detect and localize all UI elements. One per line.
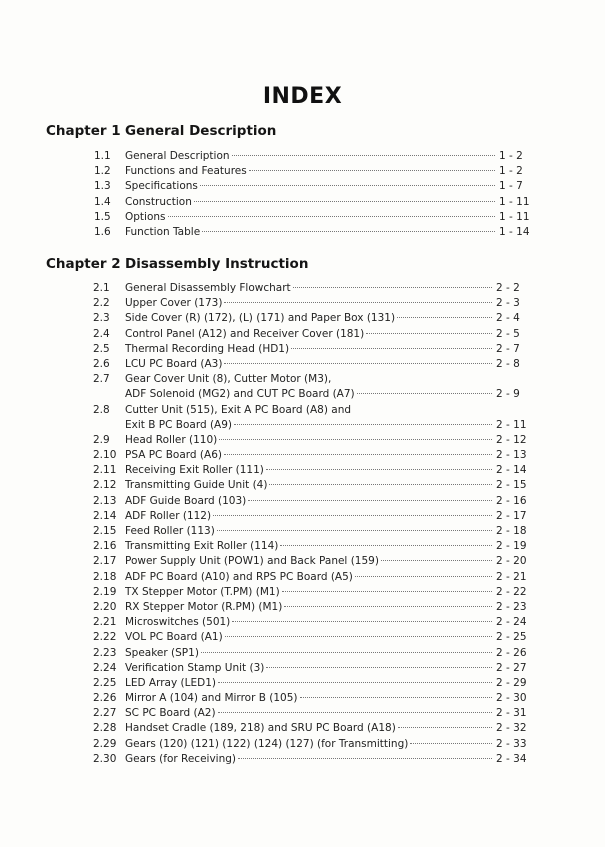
entry-number: 2.24 [93, 661, 117, 674]
entry-label: Cutter Unit (515), Exit A PC Board (A8) and [125, 403, 352, 416]
dot-leader [366, 333, 492, 334]
entry-number: 2.22 [93, 631, 117, 644]
entry-label: Mirror A (104) and Mirror B (105) [125, 692, 298, 705]
entry-label: Specifications [125, 180, 198, 193]
dot-leader [194, 201, 495, 202]
entry-page: 1 - 7 [499, 180, 523, 193]
entry-label: Exit B PC Board (A9) [125, 418, 233, 431]
dot-leader [355, 576, 492, 577]
toc-entry [0, 661, 605, 676]
entry-page: 2 - 17 [496, 509, 527, 522]
entry-label: Feed Roller (113) [125, 525, 215, 537]
toc-entry [0, 585, 605, 600]
dot-leader [357, 393, 492, 394]
entry-label: Control Panel (A12) and Receiver Cover (181) [125, 327, 365, 340]
entry-page: 2 - 20 [496, 555, 527, 568]
entry-page: 1 - 11 [499, 210, 530, 223]
entry-page: 2 - 22 [496, 585, 527, 598]
entry-label-leader [125, 554, 494, 569]
entry-label-leader [125, 342, 494, 357]
entry-label: Function Table [125, 225, 201, 238]
entry-label-leader [125, 433, 494, 448]
entry-page: 1 - 14 [499, 225, 530, 238]
dot-leader [248, 500, 492, 501]
entry-label: Upper Cover (173) [125, 297, 223, 310]
entry-page: 2 - 9 [496, 388, 520, 401]
entry-label: TX Stepper Motor (T.PM) (M1) [125, 585, 280, 598]
chapter-number: Chapter 2 [46, 256, 121, 272]
toc-entry [0, 646, 605, 661]
entry-number: 2.9 [93, 433, 110, 446]
entry-label-leader [125, 721, 494, 736]
entry-page: 2 - 18 [496, 525, 527, 537]
dot-leader [213, 515, 492, 516]
entry-label: SC PC Board (A2) [125, 707, 216, 720]
toc-entry [0, 372, 605, 387]
entry-number: 1.3 [94, 180, 111, 193]
entry-number: 2.21 [93, 616, 117, 629]
entry-label-leader [125, 509, 494, 524]
dot-leader [200, 185, 495, 186]
toc-entry [0, 296, 605, 311]
entry-page: 2 - 34 [496, 752, 527, 765]
entry-label-leader [125, 164, 497, 179]
entry-label-leader [125, 387, 494, 402]
chapter-number: Chapter 1 [46, 123, 121, 139]
toc-entry [0, 418, 605, 433]
entry-number: 2.11 [93, 464, 117, 477]
entry-number: 2.17 [93, 555, 117, 568]
entry-number: 2.16 [93, 540, 117, 553]
entry-label-leader [125, 149, 497, 164]
entry-number: 2.5 [93, 342, 110, 355]
chapter-1-heading [46, 123, 586, 143]
entry-label: Side Cover (R) (172), (L) (171) and Paper Box (131) [125, 312, 396, 325]
dot-leader [284, 606, 492, 607]
entry-label: Gears (for Receiving) [125, 752, 237, 765]
dot-leader [266, 469, 492, 470]
toc-entry [0, 327, 605, 342]
entry-number: 2.26 [93, 692, 117, 705]
entry-label: ADF PC Board (A10) and RPS PC Board (A5) [125, 570, 353, 583]
entry-page: 2 - 4 [496, 312, 520, 325]
entry-number: 2.10 [93, 449, 117, 462]
entry-label: Thermal Recording Head (HD1) [125, 342, 290, 355]
entry-page: 2 - 27 [496, 661, 527, 674]
toc-entry [0, 570, 605, 585]
entry-label-leader [125, 357, 494, 372]
entry-label: Speaker (SP1) [125, 646, 199, 659]
entry-label-leader [125, 478, 494, 493]
entry-label: LED Array (LED1) [125, 676, 216, 689]
entry-number: 1.2 [94, 165, 111, 178]
entry-number: 2.12 [93, 479, 117, 492]
dot-leader [218, 712, 492, 713]
entry-number: 2.6 [93, 357, 110, 370]
entry-page: 2 - 33 [496, 737, 527, 750]
entry-label-leader [125, 463, 494, 478]
entry-label-leader [125, 706, 494, 721]
entry-page: 2 - 24 [496, 616, 527, 629]
chapter-2-heading [46, 256, 586, 276]
entry-number: 2.20 [93, 600, 117, 613]
toc-entry [0, 737, 605, 752]
entry-number: 2.4 [93, 327, 110, 340]
entry-label-leader [125, 327, 494, 342]
entry-label-leader [125, 646, 494, 661]
toc-entry [0, 403, 605, 418]
entry-page: 2 - 2 [496, 282, 520, 294]
entry-label-leader [125, 570, 494, 585]
entry-page: 2 - 19 [496, 540, 527, 553]
entry-number: 2.14 [93, 509, 117, 522]
entry-label: Functions and Features [125, 165, 247, 178]
entry-number: 1.5 [94, 210, 111, 223]
dot-leader [397, 317, 492, 318]
entry-page: 1 - 2 [499, 150, 523, 162]
entry-number: 2.2 [93, 297, 110, 310]
entry-number: 2.30 [93, 752, 117, 765]
entry-page: 2 - 13 [496, 449, 527, 462]
entry-label: Verification Stamp Unit (3) [125, 661, 265, 674]
toc-entry [0, 281, 605, 296]
entry-label: ADF Roller (112) [125, 509, 212, 522]
dot-leader [201, 652, 492, 653]
entry-number: 2.29 [93, 737, 117, 750]
entry-number: 2.25 [93, 676, 117, 689]
dot-leader [381, 560, 492, 561]
entry-label-leader [125, 630, 494, 645]
dot-leader [168, 216, 495, 217]
toc-entry [0, 539, 605, 554]
entry-page: 2 - 21 [496, 570, 527, 583]
dot-leader [282, 591, 492, 592]
entry-number: 1.4 [94, 195, 111, 208]
entry-label: Transmitting Guide Unit (4) [125, 479, 268, 492]
entry-number: 2.19 [93, 585, 117, 598]
entry-page: 2 - 12 [496, 433, 527, 446]
chapter-2-entries [0, 281, 605, 767]
entry-label: Construction [125, 195, 192, 208]
entry-number: 1.1 [94, 150, 111, 162]
toc-entry [0, 494, 605, 509]
dot-leader [202, 231, 495, 232]
dot-leader [219, 439, 492, 440]
entry-number: 2.28 [93, 722, 117, 735]
dot-leader [234, 424, 492, 425]
entry-label-leader [125, 281, 494, 296]
toc-entry [0, 179, 605, 194]
entry-label: Receiving Exit Roller (111) [125, 464, 264, 477]
entry-page: 2 - 3 [496, 297, 520, 310]
entry-label-leader [125, 418, 494, 433]
toc-entry [0, 691, 605, 706]
entry-label-leader [125, 615, 494, 630]
chapter-title: General Description [125, 123, 277, 139]
dot-leader [232, 621, 492, 622]
entry-label: ADF Solenoid (MG2) and CUT PC Board (A7) [125, 388, 355, 401]
toc-entry [0, 311, 605, 326]
entry-label-leader [125, 210, 497, 225]
entry-label-leader [125, 539, 494, 554]
toc-entry [0, 615, 605, 630]
entry-page: 2 - 14 [496, 464, 527, 477]
entry-page: 2 - 31 [496, 707, 527, 720]
dot-leader [266, 667, 492, 668]
toc-entry [0, 478, 605, 493]
entry-page: 2 - 7 [496, 342, 520, 355]
toc-entry [0, 630, 605, 645]
entry-label: Gears (120) (121) (122) (124) (127) (for Transmitting) [125, 737, 409, 750]
entry-number: 2.23 [93, 646, 117, 659]
entry-label: LCU PC Board (A3) [125, 357, 223, 370]
dot-leader [300, 697, 492, 698]
entry-page: 2 - 23 [496, 600, 527, 613]
entry-page: 1 - 2 [499, 165, 523, 178]
dot-leader [224, 302, 492, 303]
entry-label-leader [125, 195, 497, 210]
toc-entry [0, 357, 605, 372]
entry-page: 2 - 15 [496, 479, 527, 492]
entry-label: General Description [125, 150, 230, 162]
entry-page: 2 - 16 [496, 494, 527, 507]
entry-label-leader [125, 737, 494, 752]
chapter-title: Disassembly Instruction [125, 256, 309, 272]
toc-entry [0, 164, 605, 179]
entry-number: 2.1 [93, 282, 110, 294]
dot-leader [225, 636, 492, 637]
dot-leader [280, 545, 492, 546]
chapter-1-entries [0, 149, 605, 240]
entry-label: Power Supply Unit (POW1) and Back Panel (159) [125, 555, 379, 568]
entry-label-leader [125, 752, 494, 767]
entry-page: 2 - 5 [496, 327, 520, 340]
entry-label: ADF Guide Board (103) [125, 494, 247, 507]
entry-label: Head Roller (110) [125, 433, 218, 446]
entry-label-leader [125, 661, 494, 676]
entry-label-leader [125, 676, 494, 691]
entry-label: Gear Cover Unit (8), Cutter Motor (M3), [125, 373, 332, 386]
entry-page: 2 - 11 [496, 418, 527, 431]
toc-entry [0, 448, 605, 463]
toc-entry [0, 195, 605, 210]
toc-entry [0, 600, 605, 615]
entry-label: VOL PC Board (A1) [125, 631, 223, 644]
entry-label: General Disassembly Flowchart [125, 282, 291, 294]
dot-leader [238, 758, 492, 759]
dot-leader [218, 682, 492, 683]
dot-leader [293, 287, 492, 288]
toc-entry [0, 706, 605, 721]
toc-entry [0, 433, 605, 448]
dot-leader [224, 363, 492, 364]
entry-page: 2 - 29 [496, 676, 527, 689]
toc-entry [0, 387, 605, 402]
entry-page: 2 - 25 [496, 631, 527, 644]
entry-page: 2 - 26 [496, 646, 527, 659]
dot-leader [249, 170, 495, 171]
toc-entry [0, 509, 605, 524]
toc-entry [0, 342, 605, 357]
entry-label-leader [125, 296, 494, 311]
entry-label-leader [125, 494, 494, 509]
toc-entry [0, 149, 605, 164]
entry-label: Transmitting Exit Roller (114) [125, 540, 279, 553]
toc-entry [0, 676, 605, 691]
entry-number: 2.15 [93, 525, 117, 537]
entry-label-leader [125, 448, 494, 463]
entry-number: 2.27 [93, 707, 117, 720]
toc-entry [0, 554, 605, 569]
entry-page: 2 - 32 [496, 722, 527, 735]
toc-entry [0, 463, 605, 478]
entry-label-leader [125, 524, 494, 539]
entry-label-leader [125, 225, 497, 240]
toc-entry [0, 721, 605, 736]
entry-page: 1 - 11 [499, 195, 530, 208]
entry-label: Options [125, 210, 166, 223]
entry-number: 2.3 [93, 312, 110, 325]
entry-number: 2.8 [93, 403, 110, 416]
entry-label-leader [125, 691, 494, 706]
entry-label-leader [125, 311, 494, 326]
entry-number: 2.13 [93, 494, 117, 507]
entry-label: RX Stepper Motor (R.PM) (M1) [125, 600, 283, 613]
entry-number: 1.6 [94, 225, 111, 238]
entry-label-leader [125, 585, 494, 600]
page-title: INDEX [262, 84, 343, 109]
toc-entry [0, 524, 605, 539]
dot-leader [410, 743, 492, 744]
entry-label: PSA PC Board (A6) [125, 449, 222, 462]
dot-leader [291, 348, 492, 349]
dot-leader [269, 484, 492, 485]
dot-leader [232, 155, 495, 156]
entry-page: 2 - 8 [496, 357, 520, 370]
entry-label-leader [125, 600, 494, 615]
dot-leader [398, 727, 492, 728]
entry-number: 2.7 [93, 373, 110, 386]
toc-entry [0, 225, 605, 240]
dot-leader [224, 454, 492, 455]
entry-page: 2 - 30 [496, 692, 527, 705]
entry-label-leader [125, 179, 497, 194]
toc-entry [0, 752, 605, 767]
dot-leader [217, 530, 492, 531]
entry-label: Handset Cradle (189, 218) and SRU PC Board (A18) [125, 722, 396, 735]
entry-number: 2.18 [93, 570, 117, 583]
entry-label: Microswitches (501) [125, 616, 231, 629]
toc-entry [0, 210, 605, 225]
